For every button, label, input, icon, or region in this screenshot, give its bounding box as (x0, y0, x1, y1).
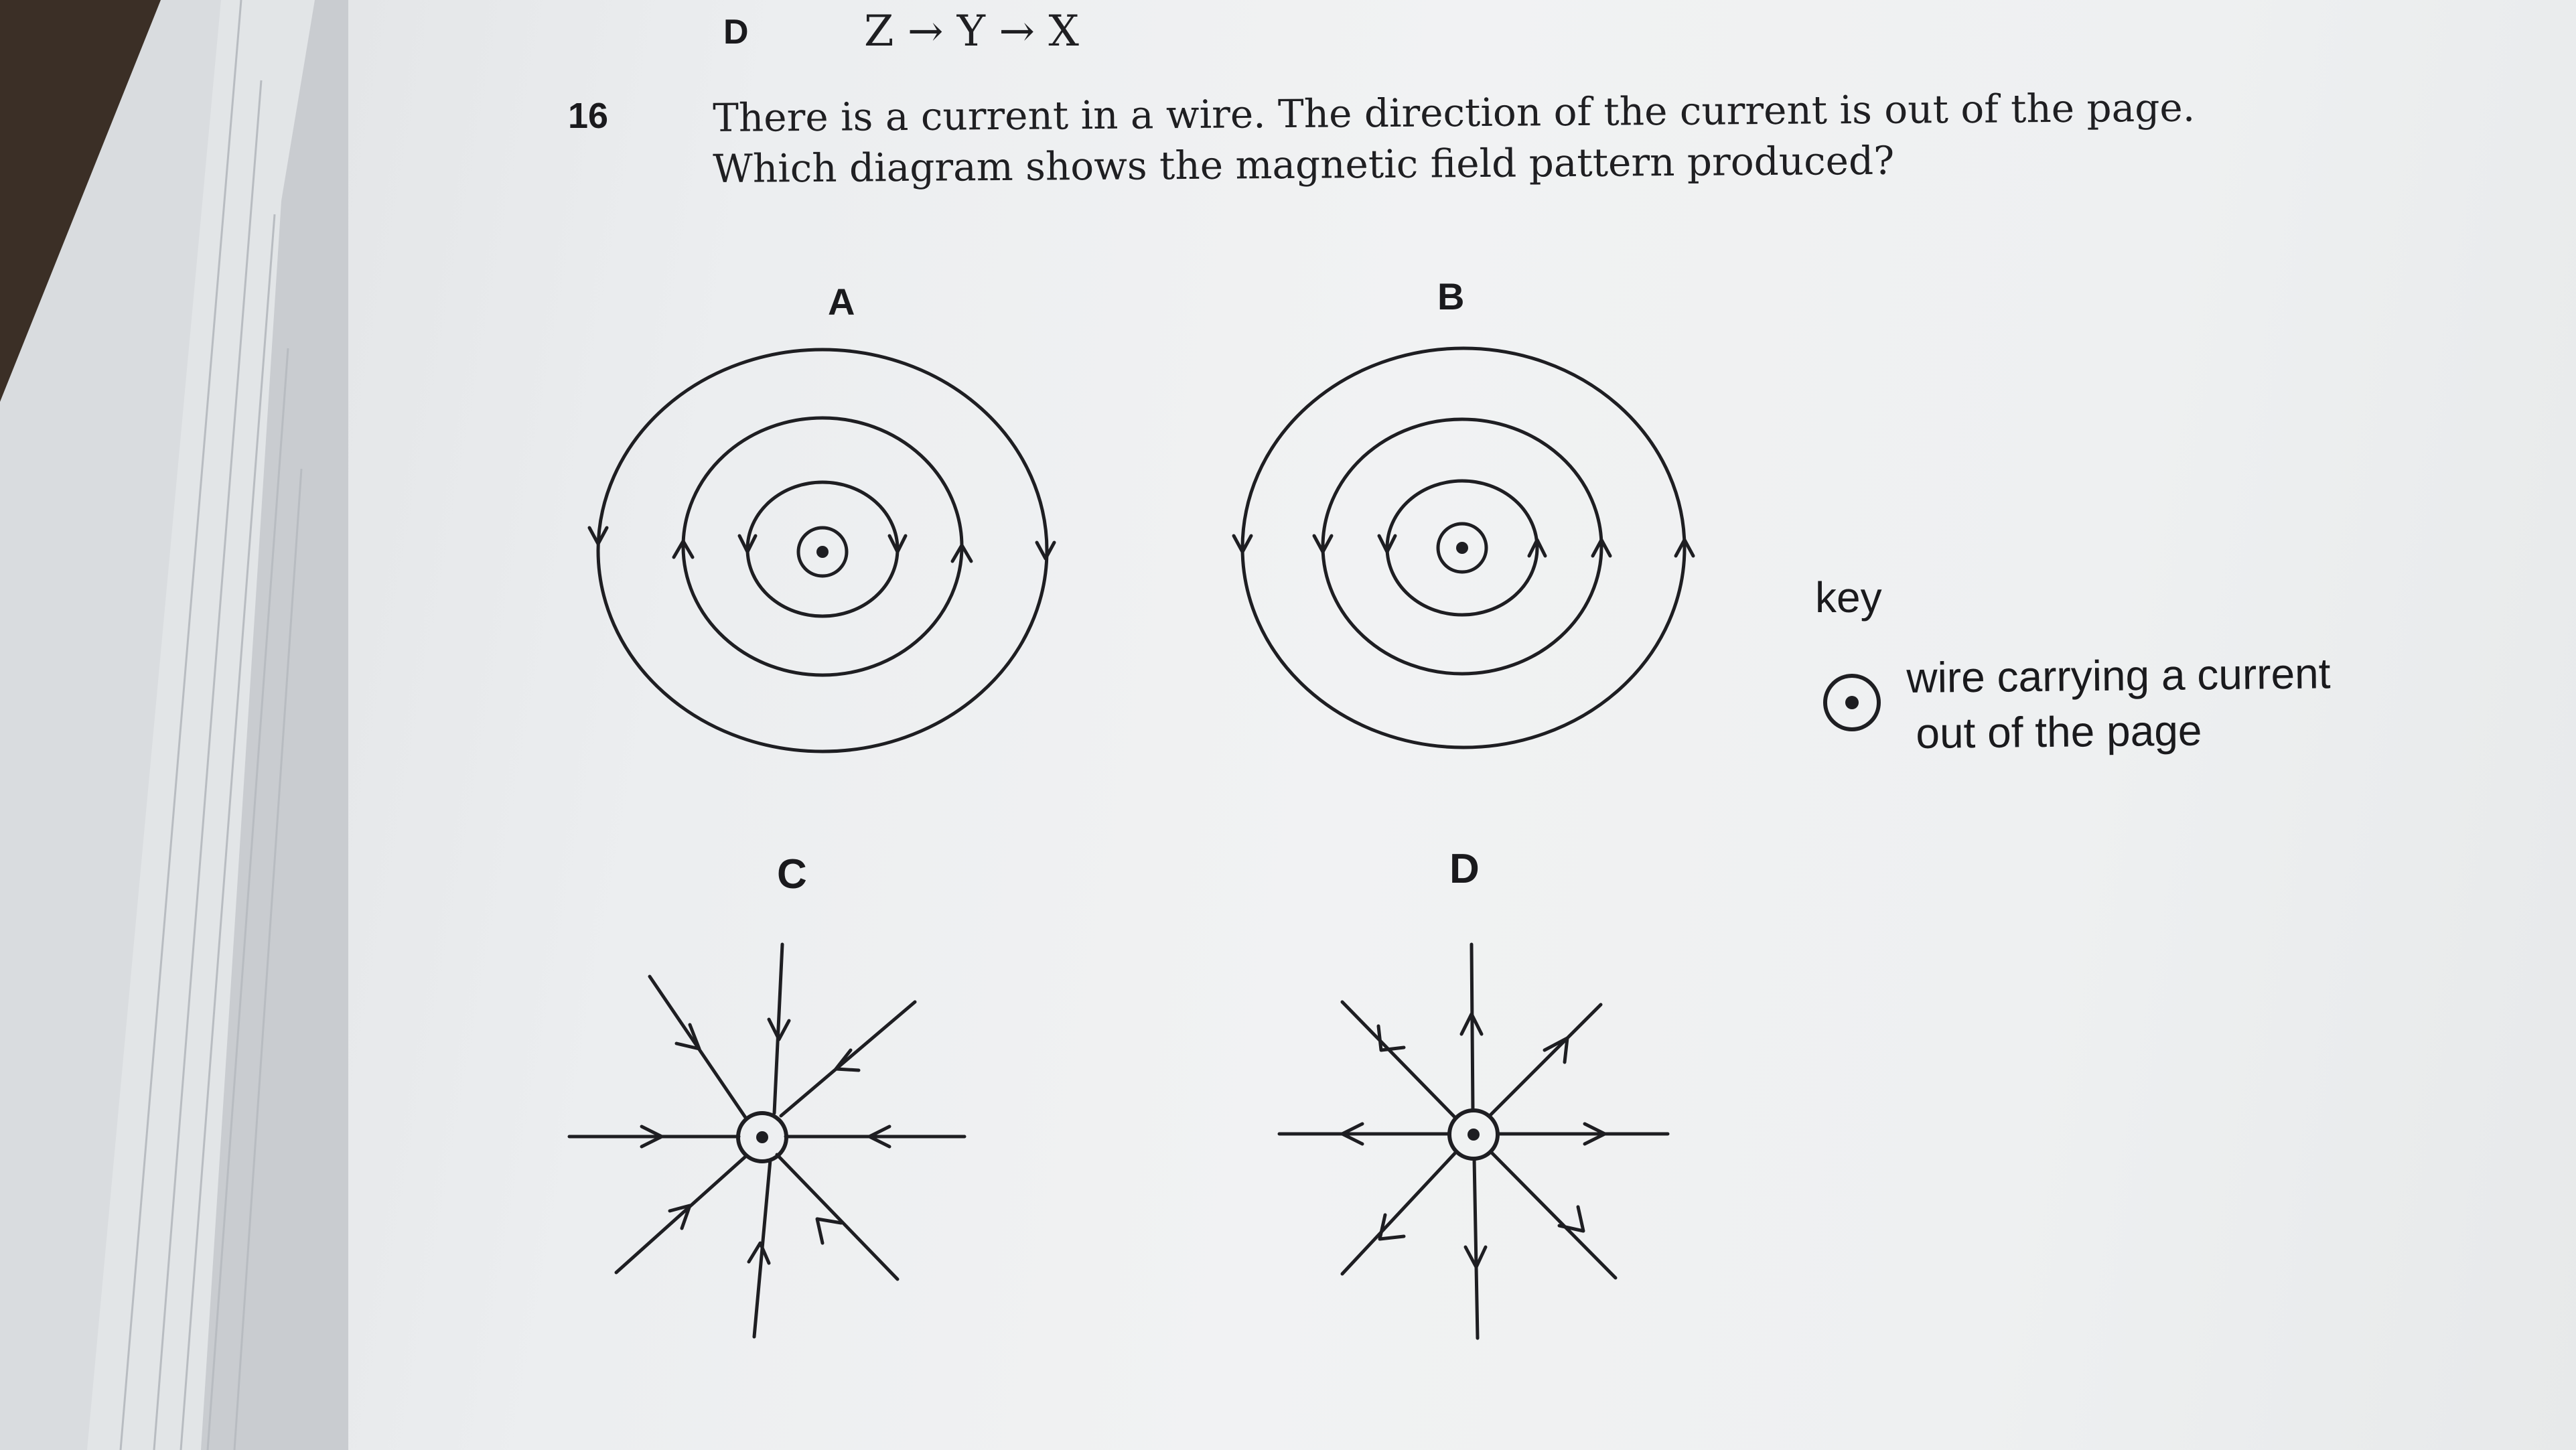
diagram-d (1279, 944, 1681, 1346)
option-d-label: D (1449, 846, 1480, 892)
key-line-2: out of the page (1916, 706, 2202, 757)
key-title: key (1815, 573, 1882, 622)
prev-option-text: Z → Y → X (864, 7, 1079, 56)
option-a-label: A (828, 281, 855, 323)
question-line-1: There is a current in a wire. The direction of the current is out of the page. (713, 84, 2196, 141)
question-number: 16 (568, 96, 609, 136)
question-line-2: Which diagram shows the magnetic field pattern produced? (713, 137, 1895, 192)
prev-option-letter: D (723, 13, 749, 52)
option-b-label: B (1437, 275, 1465, 317)
key-line-1: wire carrying a current (1906, 649, 2331, 702)
dot-in-circle-icon (1820, 671, 1883, 734)
diagram-b (1212, 335, 1701, 764)
diagram-c (569, 944, 971, 1346)
diagram-a (576, 342, 1058, 770)
option-c-label: C (777, 851, 807, 897)
